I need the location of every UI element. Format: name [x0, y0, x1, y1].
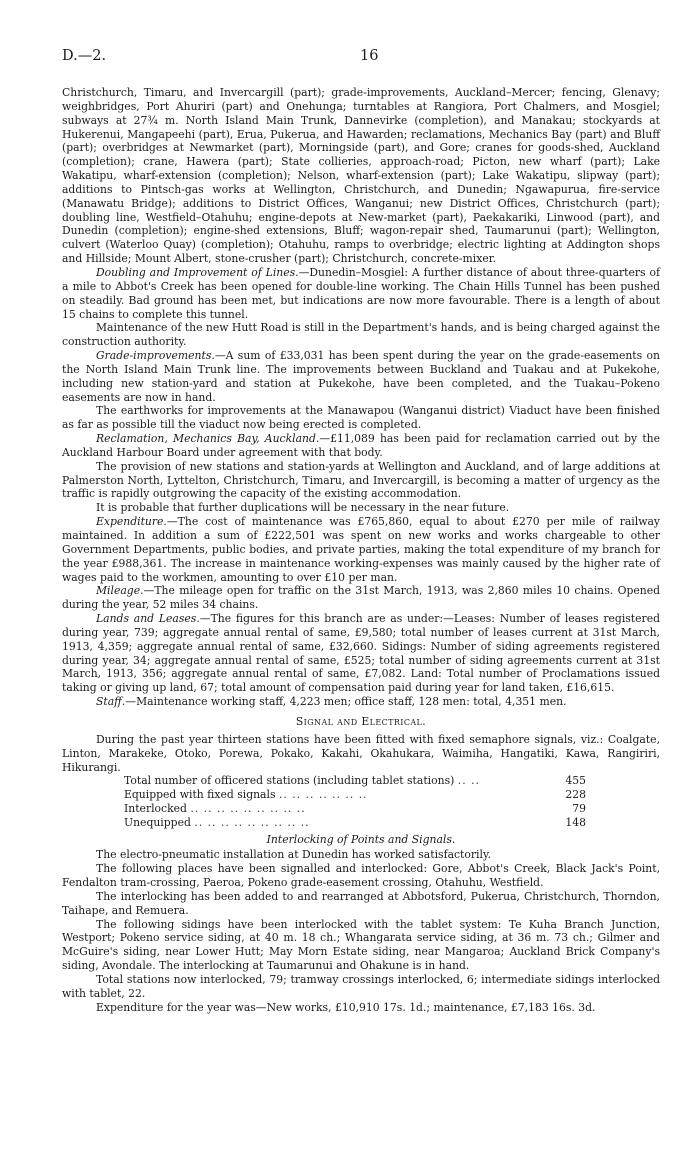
mileage-heading: Mileage.: [96, 584, 144, 598]
expenditure-text: —The cost of maintenance was £765,860, equal to about £270 per mile of railway maintained. In addition a sum of £222,501 was spent on new works and works chargeable to other Government Departments, public bodies, and private parties, making the total expenditure of my branch for the year £988,361. The increase in maintenance working-expenses was mainly caused by the higher rate of wages paid to the workmen, amounting to over £10 per man.: [62, 515, 660, 584]
table-row: [124, 816, 586, 830]
table-row: [124, 802, 586, 816]
table-row: [124, 774, 586, 788]
totals-label: Unequipped: [124, 815, 191, 829]
staff-heading: Staff.: [96, 695, 126, 709]
hutt-road-paragraph: Maintenance of the new Hutt Road is still in the Department's hands, and is being charged against the construction authority.: [62, 321, 660, 349]
interlocking-paragraph: The interlocking has been added to and rearranged at Abbotsford, Pukerua, Christchurch, Thorndon, Taihape, and Remuera.: [62, 889, 660, 917]
grade-paragraph: [62, 349, 660, 404]
probable-paragraph: It is probable that further duplications will be necessary in the near future.: [96, 501, 510, 515]
report-reference: D.—2.: [62, 48, 107, 64]
mileage-paragraph: [62, 584, 660, 612]
staff-paragraph: [62, 695, 660, 709]
totals-label: Interlocked: [124, 801, 187, 815]
reclamation-heading: Reclamation, Mechanics Bay, Auckland.: [96, 432, 320, 446]
interlocking-expenditure-paragraph: Expenditure for the year was—New works, £10,910 17s. 1d.; maintenance, £7,183 16s. 3d.: [96, 1000, 596, 1014]
page-header: [62, 48, 660, 72]
table-row: [124, 788, 586, 802]
interlocking-section-title: Interlocking of Points and Signals.: [266, 832, 456, 846]
interlocking-paragraph: Total stations now interlocked, 79; tramway crossings interlocked, 6; intermediate sidings interlocked with tablet, 22.: [62, 972, 660, 1000]
totals-value: 79: [572, 801, 586, 815]
doubling-text: —Dunedin–Mosgiel: A further distance of about three-quarters of a mile to Abbot's Creek has been opened for double-line working. The Chain Hills Tunnel has been pushed on steadily. Bad ground has been met, but indications are now more favourable. There is a length of about 15 chains to complete this tunnel.: [62, 265, 660, 321]
doubling-paragraph: [62, 266, 660, 321]
dot-leader: .. .. .. .. .. .. ..: [278, 788, 368, 802]
dot-leader: .. .. .. .. .. .. .. .. ..: [194, 815, 310, 829]
interlocking-paragraph: The following sidings have been interlocked with the tablet system: Te Kuha Branch Junction, Westport; Pokeno service siding, at 40 m. 18 ch.; Whangarata service siding, at 36 m. 73 ch.; Gilmer and McGuire's siding, near Lower Hutt; May Morn Estate siding, near Mangaroa; Auckland Brick Company's siding, Avondale. The interlocking at Taumarunui and Ohakune is in hand.: [62, 917, 660, 973]
reclamation-paragraph: [62, 432, 660, 460]
totals-label: Total number of officered stations (including tablet stations): [124, 774, 455, 788]
staff-text: —Maintenance working staff, 4,223 men; office staff, 128 men: total, 4,351 men.: [125, 695, 567, 709]
dot-leader: .. ..: [457, 774, 480, 788]
signal-section-title: Signal and Electrical.: [295, 714, 427, 728]
reclamation-text: —£11,089 has been paid for reclamation carried out by the Auckland Harbour Board under agreement with that body.: [62, 432, 661, 459]
expenditure-paragraph: [62, 515, 660, 584]
grade-text: —A sum of £33,031 has been spent during the year on the grade-easements on the North Island Main Trunk line. The improvements between Buckland and Tuakau and at Pukekohe, including new station-yard and station at Pukekohe, have been completed, and the Tuakau–Pokeno easements are now in hand.: [62, 349, 660, 404]
provision-paragraph: The provision of new stations and station-yards at Wellington and Auckland, and of large additions at Palmerston North, Lyttelton, Christchurch, Timaru, and Invercargill, is becoming a matter of urgency as the traffic is rapidly outgrowing the capacity of the existing accommodation.: [62, 459, 660, 501]
totals-value: 148: [565, 815, 586, 829]
totals-value: 455: [565, 774, 586, 788]
interlocking-paragraph: The following places have been signalled and interlocked: Gore, Abbot's Creek, Black Jack's Point, Fendalton tram-crossing, Paeroa, Pokeno grade-easement crossing, Otahuhu, Westfield.: [62, 862, 660, 890]
signal-totals-table: [124, 774, 586, 829]
report-body: [62, 86, 660, 1015]
page-number: 16: [360, 48, 379, 64]
totals-label: Equipped with fixed signals: [124, 788, 276, 802]
lands-paragraph: [62, 612, 660, 695]
interlocking-paragraph: The electro-pneumatic installation at Dunedin has worked satisfactorily.: [96, 848, 492, 862]
doubling-heading: Doubling and Improvement of Lines.: [96, 265, 299, 279]
expenditure-heading: Expenditure.: [96, 515, 167, 529]
lands-text: —The figures for this branch are as under:—Leases: Number of leases registered during year, 739; aggregate annual rental of same, £9,580; total number of leases current at 31st March, 1913, 4,359; aggregate annual rental of same, £32,660. Sidings: Number of siding agreements registered during year, 34; aggregate annual rental of same, £525; total number of siding agreements current at 31st March, 1913, 356; aggregate annual rental of same, £7,082. Land: Total number of Proclamations issued taking or giving up land, 67; total amount of compensation paid during year for land taken, £16,615.: [62, 612, 660, 695]
signal-intro-paragraph: During the past year thirteen stations have been fitted with fixed semaphore signals, viz.: Coalgate, Linton, Marakeke, Otoko, Porewa, Pokako, Kakahi, Okahukara, Waimiha, Hangatiki, Kawa, Rangiriri, Hikurangi.: [62, 732, 660, 774]
lands-heading: Lands and Leases.: [96, 612, 200, 626]
grade-heading: Grade-improvements.: [96, 349, 215, 363]
works-list-paragraph: Christchurch, Timaru, and Invercargill (part); grade-improvements, Auckland–Mercer; fencing, Glenavy; weighbridges, Port Ahuriri (part) and Onehunga; turntables at Rangiora, Port Chalmers, and Mosgiel; subways at 27¾ m. North Island Main Trunk, Dannevirke (completion), and Manakau; stockyards at Hukerenui, Mangapeehi (part), Erua, Pukerua, and Hawarden; reclamations, Mechanics Bay (part) and Bluff (part); overbridges at Newmarket (part), Morningside (part), and Gore; cranes for goods-shed, Auckland (completion); crane, Hawera (part); State collieries, approach-road; Picton, new wharf (part); Lake Wakatipu, wharf-extension (completion); Nelson, wharf-extension (part); Lake Wakatipu, slipway (part); additions to Pintsch-gas works at Wellington, Christchurch, and Dunedin; Ngawapurua, fire-service (Manawatu Bridge); additions to District Offices, Wanganui; new District Offices, Christchurch (part); doubling line, Westfield–Otahuhu; engine-depots at New-market (part), Paekakariki, Linwood (part), and Dunedin (completion); engine-shed extensions, Bluff; wagon-repair shed, Taumarunui (part); Wellington, culvert (Waterloo Quay) (completion); Otahuhu, ramps to overbridge; electric lighting at Addington shops and Hillside; Mount Albert, stone-crusher (part); Christchurch, concrete-mixer.: [62, 86, 660, 266]
dot-leader: .. .. .. .. .. .. .. .. ..: [190, 801, 306, 815]
mileage-text: —The mileage open for traffic on the 31st March, 1913, was 2,860 miles 10 chains. Opened during the year, 52 miles 34 chains.: [62, 584, 660, 612]
totals-value: 228: [565, 788, 586, 802]
earthworks-paragraph: The earthworks for improvements at the Manawapou (Wanganui district) Viaduct have been finished as far as possible till the viaduct now being erected is completed.: [62, 404, 660, 432]
